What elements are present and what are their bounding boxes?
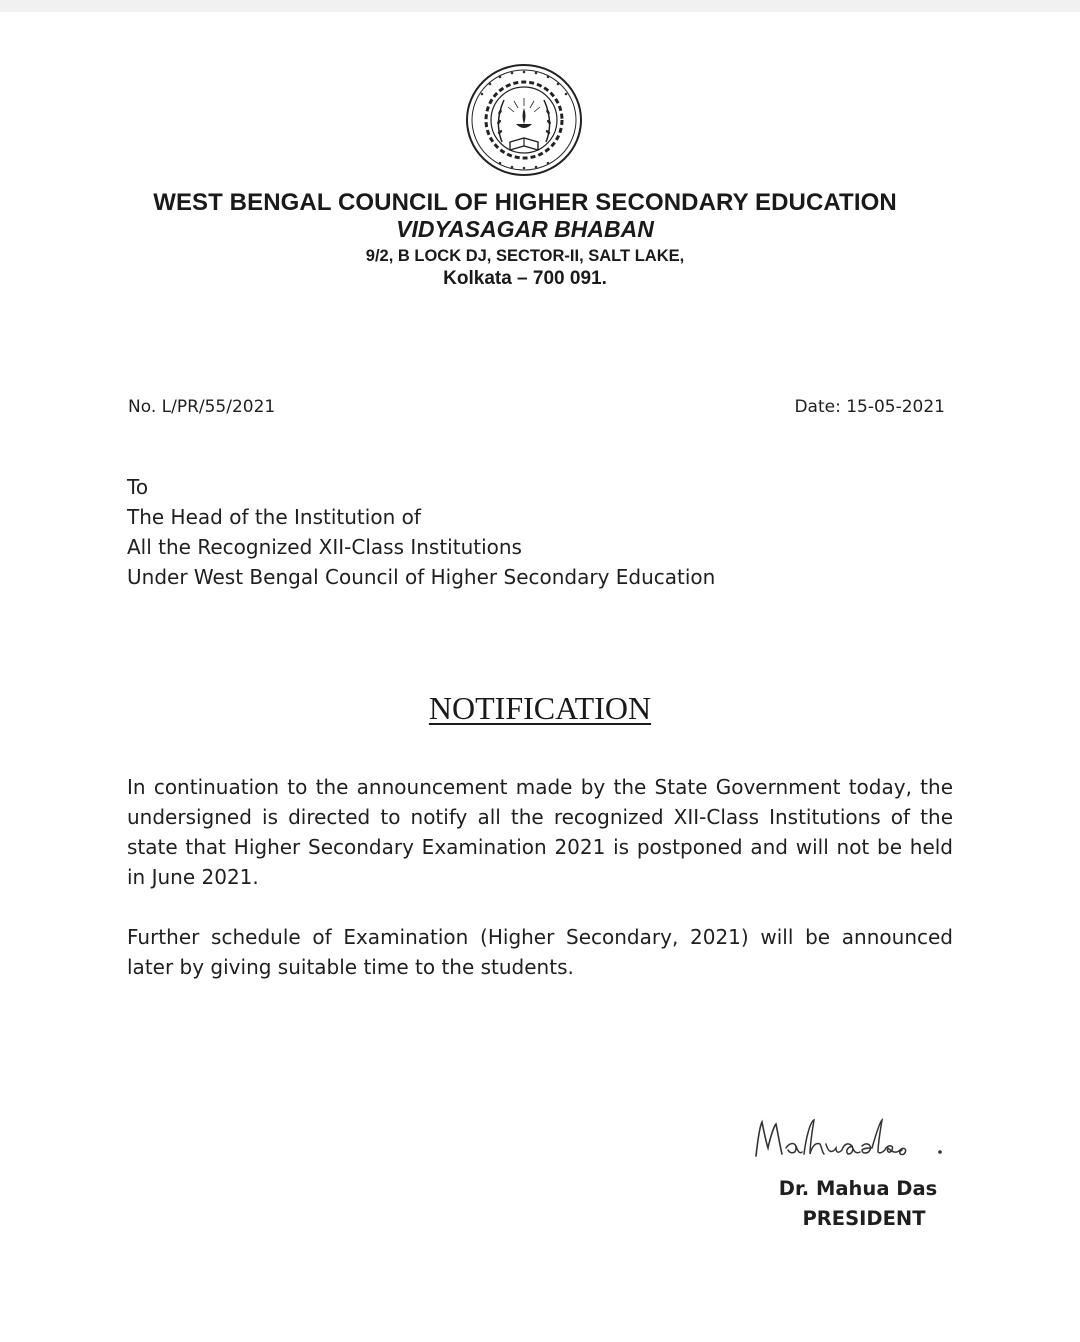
recipient-line: Under West Bengal Council of Higher Secondary Education [127,565,716,589]
notice-paragraph: In continuation to the announcement made by the State Government today, the undersigned is directed to notify all the recognized XII-Class Institutions of the state that Higher Secondary Examination 2021 is postponed and will not be held in June 2021. [127,775,953,889]
notice-paragraph: Further schedule of Examination (Higher Secondary, 2021) will be announced later by giving suitable time to the students. [127,925,953,979]
notice-date: Date: 15-05-2021 [794,397,945,417]
recipient-line: To [127,475,149,499]
reference-number: No. L/PR/55/2021 [128,397,276,417]
notice-title-wrapper [0,690,1080,727]
recipient-line: All the Recognized XII-Class Institutions [127,535,522,559]
address-line-2: Kolkata – 700 091. [443,268,607,289]
recipient-line: The Head of the Institution of [127,505,421,529]
organization-name: WEST BENGAL COUNCIL OF HIGHER SECONDARY EDUCATION [153,189,897,216]
notice-title: NOTIFICATION [428,690,652,726]
top-gray-bar [0,0,1080,12]
address-line-1: 9/2, B LOCK DJ, SECTOR-II, SALT LAKE, [365,247,685,265]
handwritten-signature [748,1108,958,1168]
signatory-name: Dr. Mahua Das [778,1177,938,1200]
signatory-designation: PRESIDENT [802,1207,926,1230]
building-name: VIDYASAGAR BHABAN [396,216,654,242]
council-seal-icon [464,62,584,178]
